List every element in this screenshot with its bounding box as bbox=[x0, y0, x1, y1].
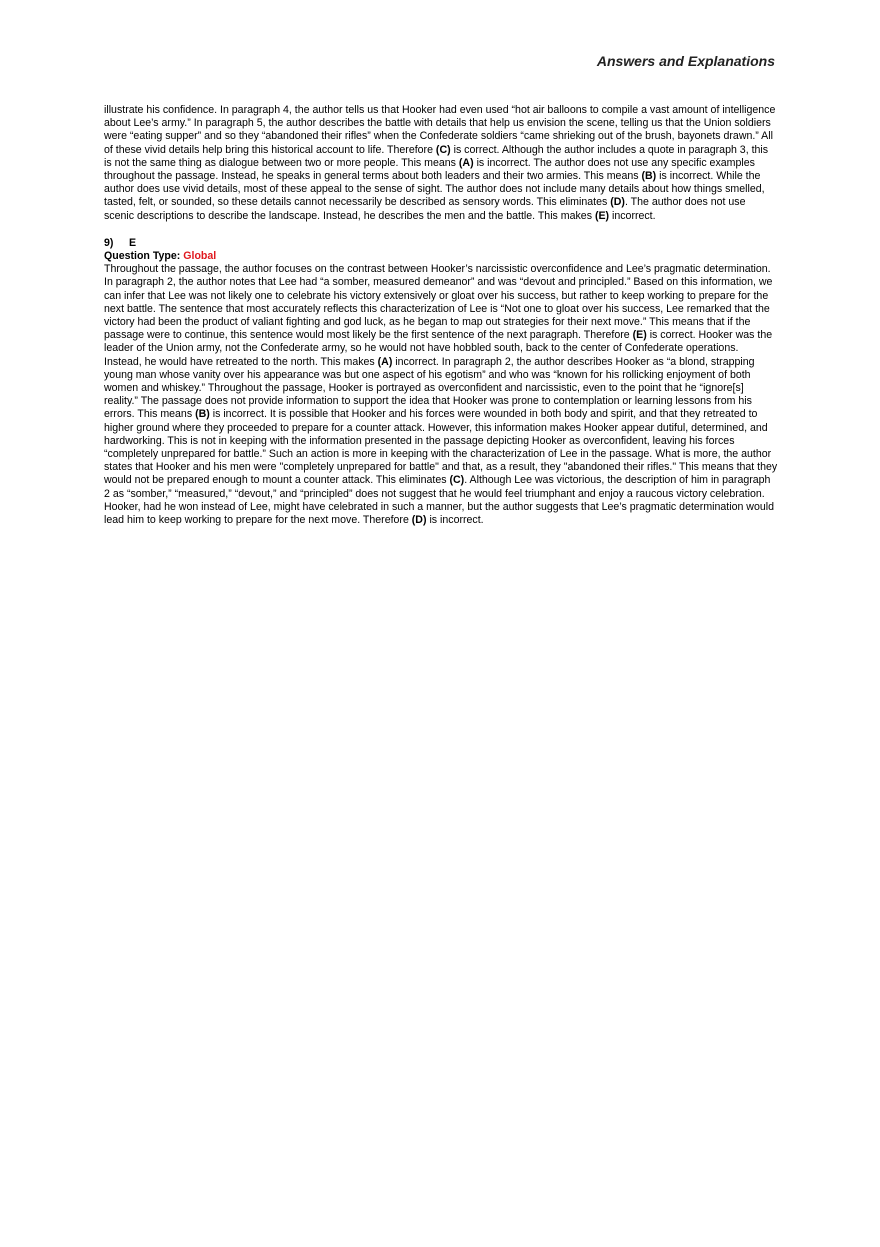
text-run: . The author does not use scenic descriptions to describe the landscape. Instead, he describes the men and the battle. This makes bbox=[104, 196, 746, 222]
text-run: illustrate his confidence. In paragraph 4, the author tells us that Hooker had even used “hot air balloons to compile a vast amount of intelligence about Lee’s army.” In paragraph 5, the author describes the battle with details that help us envision the scene, telling us that the Union soldiers were “eating supper” and so they “abandoned their rifles” when the Confederate soldiers “came shrieking out of the brush, bayonets drawn.” All of these vivid details help bring this historical account to life. Therefore bbox=[104, 104, 776, 156]
continuation-paragraph bbox=[104, 104, 778, 223]
answer-choice-ref: (C) bbox=[435, 143, 451, 156]
answer-choice-ref: (B) bbox=[641, 170, 657, 183]
question-answer: E bbox=[129, 236, 137, 249]
text-run: is incorrect. The author does not use any specific examples throughout the passage. Instead, he speaks in general terms about both leaders and their two armies. This means bbox=[104, 156, 755, 183]
answer-choice-ref: (B) bbox=[195, 408, 210, 421]
text-run: is incorrect. It is possible that Hooker and his forces were wounded in both body and spirit, and that they retreated to higher ground where they proceeded to prepare for a counter attack. However, this information makes Hooker appear dutiful, determined, and hardworking. This is not in keeping with the information presented in the passage depicting Hooker as overconfident, leaving his forces “completely unprepared for battle.” Such an action is more in keeping with the characterization of Lee in the passage. What is more, the author states that Hooker and his men were "completely unprepared for battle" and that, as a result, they "abandoned their rifles." This means that they would not be prepared enough to mount a counter attack. This eliminates bbox=[104, 408, 778, 487]
text-run: incorrect. bbox=[609, 209, 656, 222]
answer-choice-ref: (D) bbox=[610, 196, 625, 209]
question-heading bbox=[104, 237, 778, 250]
explanation-paragraph bbox=[104, 263, 778, 527]
text-run: incorrect. In paragraph 2, the author describes Hooker as “a blond, strapping young man whose vanity over his appearance was but one aspect of his egotism” and who was “known for his rollicking enjoyment of both women and whiskey.” Throughout the passage, Hooker is portrayed as overconfident and narcissistic, even to the point that he “ignore[s] reality.” The passage does not provide information to support the idea that Hooker was prone to contemplation or learning lessons from his errors. This means bbox=[104, 355, 755, 421]
answer-choice-ref: (C) bbox=[449, 474, 465, 487]
answer-choice-ref: (A) bbox=[458, 156, 474, 169]
text-run: is correct. Although the author includes a quote in paragraph 3, this is not the same thing as dialogue between two or more people. This means bbox=[104, 143, 769, 169]
text-run: Throughout the passage, the author focuses on the contrast between Hooker’s narcissistic overconfidence and Lee’s pragmatic determination. In paragraph 2, the author notes that Lee had “a somber, measured demeanor” and was “devout and principled.” Based on this information, we can infer that Lee was not likely one to celebrate his victory extensively or gloat over his success, but rather to keep working to prepare for the next battle. The sentence that most accurately reflects this characterization of Lee is “Not one to gloat over his success, Lee remarked that the victory had been the product of valiant fighting and god luck, as he began to map out strategies for their next move.” This means that if the passage were to continue, this sentence would most likely be the first sentence of the next paragraph. Therefore bbox=[104, 263, 773, 342]
answer-choice-ref: (A) bbox=[377, 355, 393, 368]
text-run: is incorrect. While the author does use vivid details, most of these appeal to the sense of sight. The author does not include many details about how things smelled, tasted, felt, or sounded, so these details cannot necessarily be described as sensory words. This eliminates bbox=[104, 170, 765, 209]
answer-choice-ref: (E) bbox=[594, 209, 610, 222]
answer-choice-ref: (D) bbox=[411, 514, 427, 527]
question-type-line bbox=[104, 250, 778, 263]
running-header: Answers and Explanations bbox=[596, 53, 775, 69]
answer-choice-ref: (E) bbox=[632, 329, 647, 342]
question-number: 9) bbox=[104, 236, 114, 249]
question-type-label: Question Type: bbox=[104, 250, 181, 263]
text-run: is incorrect. bbox=[426, 514, 484, 527]
text-run: . Although Lee was victorious, the description of him in paragraph 2 as “somber,” “measured,” “devout,” and “principled” does not suggest that he would feel triumphant and enjoy a raucous victory celebration. Hooker, had he won instead of Lee, might have celebrated in such a manner, but the author suggests that Lee’s pragmatic determination would lead him to keep working to prepare for the next move. Therefore bbox=[104, 474, 774, 527]
page-content bbox=[104, 104, 778, 527]
question-type-value: Global bbox=[183, 250, 217, 263]
text-run: is correct. Hooker was the leader of the Union army, not the Confederate army, so he would not have hobbled south, back to the center of Confederate operations. Instead, he would have retreated to the north. This makes bbox=[104, 329, 773, 368]
